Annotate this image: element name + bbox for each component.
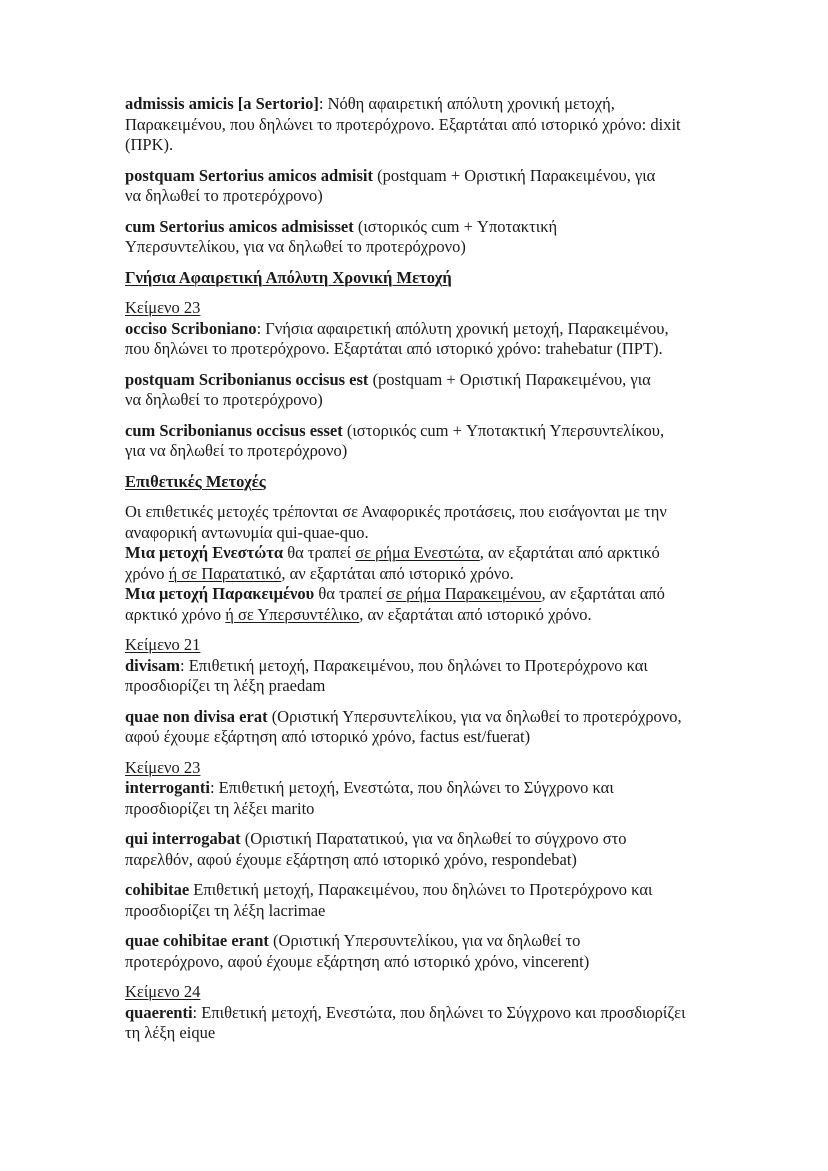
text-line [125,1003,725,1024]
text-line [125,584,725,605]
underlined-text-run: Κείμενο 23 [125,298,201,317]
text-run: : Νόθη αφαιρετική απόλυτη χρονική μετοχή, [318,94,615,113]
text-line [125,523,725,544]
bold-text-run: quae non divisa erat [125,706,268,726]
text-run: : Επιθετική μετοχή, Παρακειμένου, που δηλώνει το Προτερόχρονο και [180,655,648,675]
bold-text-run: divisam [125,655,181,675]
text-line [125,707,725,728]
text-line [125,1023,725,1044]
paragraph [125,635,725,697]
text-run: (Οριστική Παρατατικού, για να δηλωθεί το σύγχρονο στο [240,829,627,848]
text-run: (postquam + Οριστική Παρακειμένου, για [372,165,656,185]
text-run: , αν εξαρτάται από αρκτικό [479,543,660,562]
paragraph [125,982,725,1044]
text-line [125,829,725,850]
paragraph [125,217,725,258]
text-line [125,298,725,319]
text-run: για να δηλωθεί το προτερόχρονο) [125,441,348,460]
paragraph [125,370,725,411]
text-run: που δηλώνει το προτερόχρονο. Εξαρτάται από ιστορικό χρόνο: trahebatur (ΠΡΤ). [125,339,663,358]
text-run: : Επιθετική μετοχή, Ενεστώτα, που δηλώνει το Σύγχρονο και προσδιορίζει [192,1002,686,1022]
text-line [125,186,725,207]
text-run: Οι επιθετικές μετοχές τρέπονται σε Αναφορικές προτάσεις, που εισάγονται με την [125,502,667,521]
underlined-text-run: ή σε Υπερσυντέλικο [225,604,360,624]
bold-text-run: cum Sertorius amicos admisisset [125,216,354,236]
text-run: (ιστορικός cum + Υποτακτική [353,216,558,236]
underlined-text-run: Κείμενο 24 [125,982,201,1001]
bold-text-run: postquam Sertorius amicos admisit [125,165,373,185]
text-run: (Οριστική Υπερσυντελίκου, για να δηλωθεί το [268,931,581,950]
bold-text-run: cum Scribonianus occisus esset [125,420,343,440]
text-run: , αν εξαρτάται από [541,584,665,603]
text-run: (ιστορικός cum + Υποτακτική Υπερσυντελίκου, [342,420,665,440]
text-run: αναφορική αντωνυμία qui-quae-quo. [125,522,369,542]
text-line [125,952,725,973]
text-line [125,237,725,258]
bold-text-run: occiso Scriboniano [125,318,257,338]
paragraph [125,298,725,360]
text-run: : Γνήσια αφαιρετική απόλυτη χρονική μετοχή, Παρακειμένου, [256,318,669,338]
text-line [125,727,725,748]
text-run: , αν εξαρτάται από ιστορικό χρόνο. [281,563,514,583]
text-line [125,635,725,656]
paragraph [125,94,725,156]
text-line [125,931,725,952]
text-line [125,421,725,442]
text-line [125,676,725,697]
text-line [125,901,725,922]
bold-text-run: admissis amicis [a Sertorio] [125,94,319,113]
underlined-text-run: σε ρήμα Παρακειμένου [386,584,542,603]
paragraph [125,880,725,921]
section-heading [125,268,725,289]
text-run: Επιθετική μετοχή, Παρακειμένου, που δηλώνει το Προτερόχρονο και [189,880,653,899]
text-line [125,880,725,901]
text-line [125,339,725,360]
text-line [125,778,725,799]
bold-text-run: cohibitae [125,880,190,899]
underlined-text-run: σε ρήμα Ενεστώτα [355,543,480,562]
text-line [125,390,725,411]
text-run: τη λέξη eique [125,1023,216,1042]
bold-text-run: Επιθετικές Μετοχές [125,471,266,491]
text-run: προτερόχρονο, αφού έχουμε εξάρτηση από ιστορικό χρόνο, vincerent) [125,951,590,971]
text-line [125,441,725,462]
text-run: προσδιορίζει τη λέξη lacrimae [125,900,326,920]
text-line [125,94,725,115]
text-run: να δηλωθεί το προτερόχρονο) [125,186,323,205]
text-run: θα τραπεί [314,584,387,603]
text-line [125,472,725,493]
underlined-text-run: Κείμενο 21 [125,635,201,654]
paragraph [125,502,725,625]
bold-text-run: quaerenti [125,1002,193,1022]
text-run: Υπερσυντελίκου, για να δηλωθεί το προτερόχρονο) [125,237,466,256]
paragraph [125,166,725,207]
text-line [125,850,725,871]
text-run: προσδιορίζει τη λέξει marito [125,798,315,818]
paragraph [125,758,725,820]
text-line [125,656,725,677]
text-run: να δηλωθεί το προτερόχρονο) [125,390,323,409]
text-run: προσδιορίζει τη λέξη praedam [125,676,326,695]
text-run: , αν εξαρτάται από ιστορικό χρόνο. [359,604,592,624]
text-run: αρκτικό χρόνο [125,604,226,624]
text-line [125,564,725,585]
bold-text-run: Μια μετοχή Ενεστώτα [125,543,284,562]
text-line [125,543,725,564]
text-run: χρόνο [125,563,169,583]
text-run: αφού έχουμε εξάρτηση από ιστορικό χρόνο, factus est/fuerat) [125,727,531,746]
text-line [125,502,725,523]
text-run: (Οριστική Υπερσυντελίκου, για να δηλωθεί το προτερόχρονο, [267,706,682,726]
text-line [125,268,725,289]
section-heading [125,472,725,493]
text-line [125,135,725,156]
text-run: (postquam + Οριστική Παρακειμένου, για [368,369,651,389]
text-line [125,115,725,136]
text-line [125,799,725,820]
document-content [125,94,725,1054]
underlined-text-run: Κείμενο 23 [125,757,201,777]
text-run: θα τραπεί [283,543,356,562]
text-line [125,758,725,779]
paragraph [125,707,725,748]
text-line [125,982,725,1003]
text-run: : Επιθετική μετοχή, Ενεστώτα, που δηλώνει το Σύγχρονο και [209,778,614,797]
bold-text-run: qui interrogabat [125,829,241,848]
underlined-text-run: ή σε Παρατατικό [168,563,282,583]
text-line [125,217,725,238]
paragraph [125,421,725,462]
text-line [125,370,725,391]
text-run: παρελθόν, αφού έχουμε εξάρτηση από ιστορικό χρόνο, respondebat) [125,849,577,869]
text-run: (ΠΡΚ). [125,135,174,154]
text-line [125,166,725,187]
text-run: Παρακειμένου, που δηλώνει το προτερόχρονο. Εξαρτάται από ιστορικό χρόνο: dixit [125,114,681,134]
paragraph [125,829,725,870]
bold-text-run: quae cohibitae erant [125,931,269,950]
bold-text-run: Γνήσια Αφαιρετική Απόλυτη Χρονική Μετοχή [125,267,452,287]
text-line [125,319,725,340]
bold-text-run: postquam Scribonianus occisus est [125,369,369,389]
bold-text-run: Μια μετοχή Παρακειμένου [125,584,315,603]
paragraph [125,931,725,972]
bold-text-run: interroganti [125,778,210,797]
text-line [125,605,725,626]
